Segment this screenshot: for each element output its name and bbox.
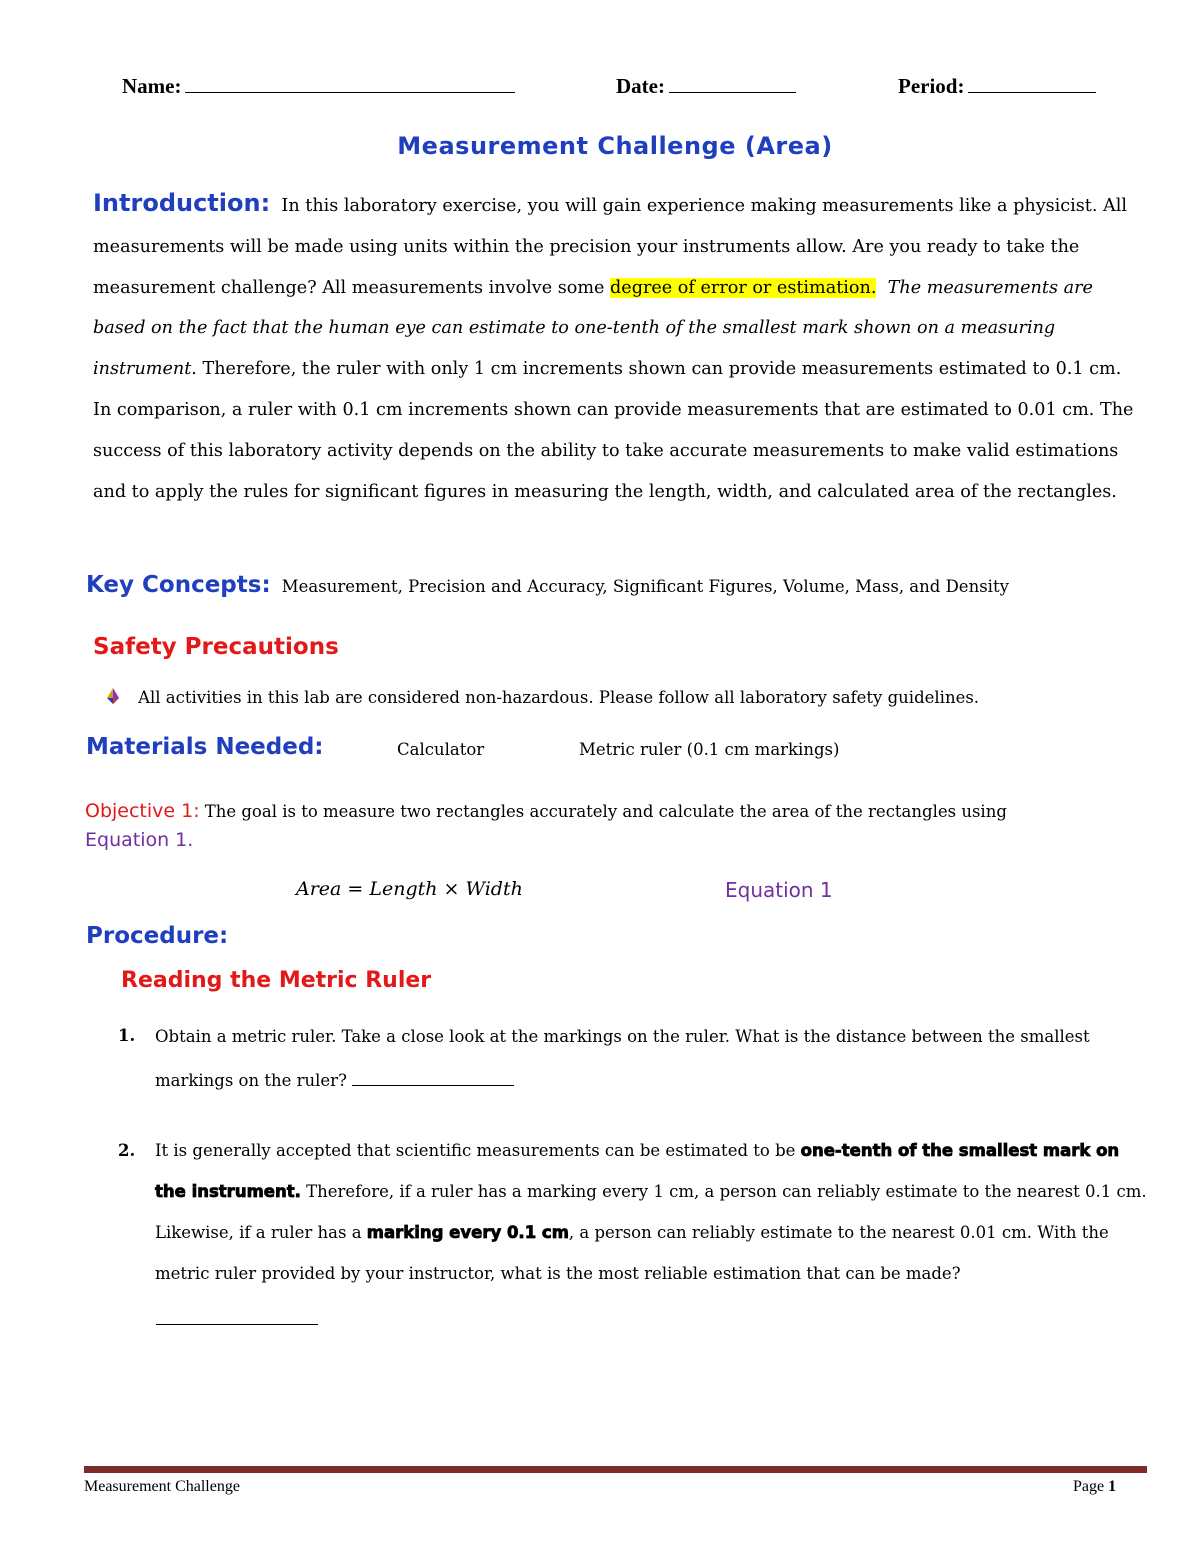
name-field <box>122 74 515 99</box>
period-label: Period: <box>898 74 965 98</box>
key-concepts-label: Key Concepts: <box>86 572 271 598</box>
key-concepts-text: Measurement, Precision and Accuracy, Significant Figures, Volume, Mass, and Density <box>281 577 1009 596</box>
period-field <box>898 74 1096 99</box>
equation-label: Equation 1 <box>725 878 833 902</box>
period-blank[interactable] <box>968 74 1096 93</box>
procedure-item-2-text-c: , a person can reliably estimate to the nearest 0.01 cm. With the metric ruler provided by your instructor, what is the most reliable estimation that can be made? <box>155 1223 1109 1283</box>
objective-text: The goal is to measure two rectangles accurately and calculate the area of the rectangles using <box>204 802 1007 821</box>
procedure-item-1-text: Obtain a metric ruler. Take a close look at the markings on the ruler. What is the distance between the smallest markings on the ruler? <box>155 1027 1090 1090</box>
safety-bullet <box>103 686 979 707</box>
page-title: Measurement Challenge (Area) <box>397 132 833 160</box>
date-label: Date: <box>616 74 665 98</box>
objective-equation-ref: Equation 1. <box>85 829 194 851</box>
footer-page-label: Page <box>1073 1478 1109 1495</box>
name-label: Name: <box>122 74 182 98</box>
footer-rule <box>84 1466 1147 1473</box>
materials-item-ruler: Metric ruler (0.1 cm markings) <box>579 740 840 759</box>
procedure-item-2-bold-a: one-tenth of the smallest mark on the instrument. <box>155 1141 1120 1201</box>
date-blank[interactable] <box>669 74 796 93</box>
procedure-item-2-text-a: It is generally accepted that scientific measurements can be estimated to be <box>155 1141 801 1160</box>
introduction-italic: The measurements are based on the fact that the human eye can estimate to one-tenth of the smallest mark shown on a measuring instrument <box>93 277 1093 380</box>
footer-title: Measurement Challenge <box>84 1478 240 1495</box>
procedure-item-2-answer-blank[interactable] <box>156 1306 318 1325</box>
introduction-label: Introduction: <box>93 189 271 217</box>
procedure-item-1-answer-blank[interactable] <box>352 1067 514 1086</box>
procedure-item-2-bold-b: marking every 0.1 cm <box>366 1223 569 1242</box>
introduction-paragraph <box>93 183 1143 512</box>
key-concepts <box>86 572 1009 598</box>
introduction-text-1: In this laboratory exercise, you will gain experience making measurements like a physicist. All measurements will be made using units within the precision your instruments allow. Are you ready to take the measurement challenge? All measurements involve some <box>93 196 1128 298</box>
procedure-subheading: Reading the Metric Ruler <box>121 968 432 993</box>
procedure-item-2-text-b: Therefore, if a ruler has a marking every 1 cm, a person can reliably estimate to the nearest 0.1 cm. Likewise, if a ruler has a <box>155 1182 1147 1242</box>
objective-label: Objective 1: <box>85 800 200 822</box>
footer-page-number: 1 <box>1108 1478 1117 1495</box>
procedure-heading: Procedure: <box>86 923 229 949</box>
date-field <box>616 74 796 99</box>
procedure-item-2-number: 2. <box>118 1141 136 1160</box>
safety-text: All activities in this lab are considered non-hazardous. Please follow all laboratory safety guidelines. <box>138 688 980 707</box>
name-blank[interactable] <box>185 74 515 93</box>
materials-heading: Materials Needed: <box>86 734 324 760</box>
equation-formula: Area = Length × Width <box>296 878 523 900</box>
procedure-item-2 <box>118 1130 1148 1294</box>
procedure-item-1-number: 1. <box>118 1026 136 1045</box>
footer-page <box>1073 1478 1116 1496</box>
introduction-text-2: . Therefore, the ruler with only 1 cm increments shown can provide measurements estimated to 0.1 cm. In comparison, a ruler with 0.1 cm increments shown can provide measurements that are estimated to 0.01 cm. The success of this laboratory activity depends on the ability to take accurate measurements to make valid estimations and to apply the rules for significant figures in measuring the length, width, and calculated area of the rectangles. <box>93 359 1134 502</box>
materials-item-calculator: Calculator <box>397 740 485 759</box>
arrow-bullet-icon <box>103 686 123 706</box>
procedure-item-1 <box>118 1015 1148 1103</box>
safety-heading: Safety Precautions <box>93 634 339 660</box>
objective <box>85 797 1145 855</box>
introduction-highlight: degree of error or estimation. <box>610 277 877 298</box>
